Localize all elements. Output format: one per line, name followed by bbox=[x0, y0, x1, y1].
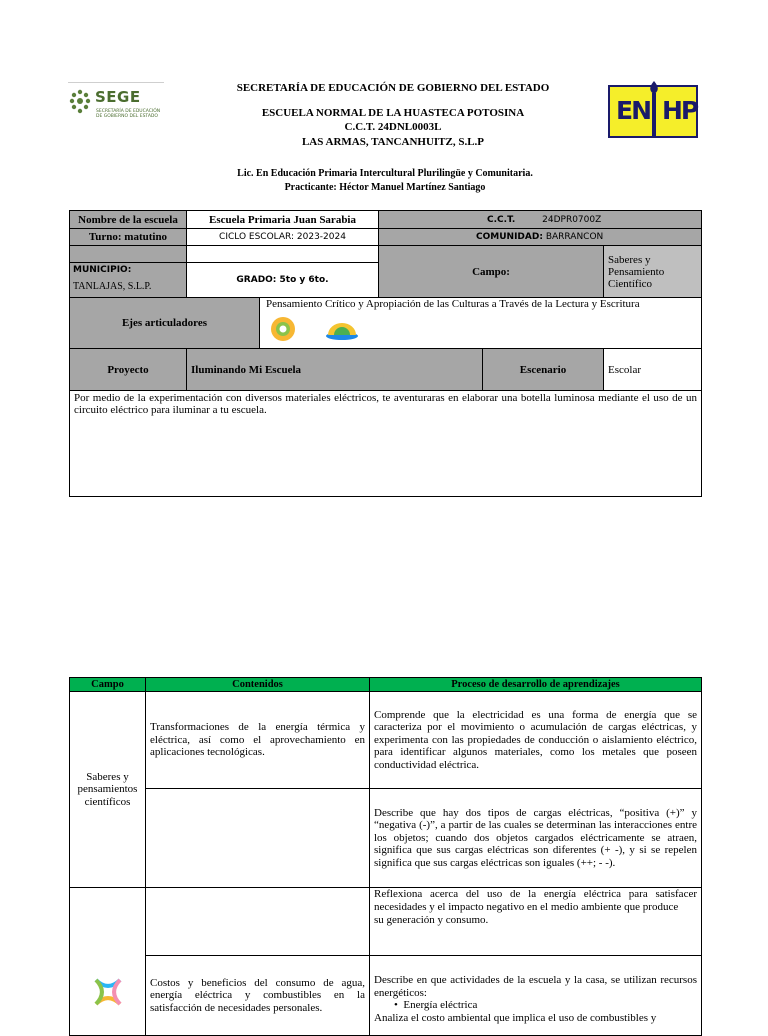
proyecto-label: Proyecto bbox=[70, 349, 187, 391]
escenario-label: Escenario bbox=[483, 349, 604, 391]
campo-saberes: Saberes y pensamientos científicos bbox=[70, 692, 146, 888]
contenido-transformaciones: Transformaciones de la energía térmica y eléctrica, así como el aprovechamiento en aplicaciones tecnológicas. bbox=[146, 692, 370, 789]
ciclo-escolar-cell: CICLO ESCOLAR: 2023-2024 bbox=[187, 229, 379, 246]
municipio-label: MUNICIPIO: bbox=[73, 265, 132, 275]
proceso-reflexiona-text-2: su generación y consumo. bbox=[374, 914, 489, 926]
school-name-value: Escuela Primaria Juan Sarabia bbox=[187, 211, 379, 229]
content-table bbox=[69, 677, 702, 1036]
sege-emblem-icon bbox=[68, 88, 92, 116]
project-description: Por medio de la experimentación con diversos materiales eléctricos, te aventuraras en elaborar una botella luminosa mediante el uso de un circuito eléctrico para iluminar a tu escuela. bbox=[70, 391, 702, 497]
sege-title: SEGE bbox=[95, 88, 141, 106]
proyecto-value: Iluminando Mi Escuela bbox=[187, 349, 483, 391]
bullet-icon: • bbox=[394, 999, 404, 1011]
comunidad-value: BARRANCON bbox=[545, 232, 604, 242]
sege-logo bbox=[68, 82, 168, 120]
header-secretaria: SECRETARÍA DE EDUCACIÓN DE GOBIERNO DEL ESTADO bbox=[236, 82, 550, 94]
school-name-label: Nombre de la escuela bbox=[70, 211, 187, 229]
bullet-energia bbox=[374, 999, 697, 1012]
bullet-text: Energía eléctrica bbox=[403, 999, 478, 1011]
sege-subtitle-2: DE GOBIERNO DEL ESTADO bbox=[96, 114, 158, 119]
header-campo: Campo bbox=[70, 678, 146, 692]
empty-cell bbox=[187, 246, 379, 263]
proceso-actividades-text: Describe en que actividades de la escuela y la casa, se utilizan recursos energéticos: bbox=[374, 974, 697, 999]
ejes-label: Ejes articuladores bbox=[70, 298, 260, 349]
proceso-comprende: Comprende que la electricidad es una forma de energía que se caracteriza por el movimiento o acumulación de cargas eléctricas, y experimenta con las propiedades de conducción o aislamiento eléctrico, para identificar algunos materiales, como los metales que poseen conductividad eléctrica. bbox=[370, 692, 702, 789]
campo-value: Saberes y Pensamiento Científico bbox=[604, 246, 702, 298]
campo-icon-cell bbox=[70, 888, 146, 1036]
etica-naturaleza-icon bbox=[90, 974, 126, 1010]
header-address: LAS ARMAS, TANCANHUITZ, S.L.P bbox=[301, 136, 485, 148]
comunidad-label: COMUNIDAD: bbox=[476, 232, 543, 242]
header-proceso: Proceso de desarrollo de aprendizajes bbox=[370, 678, 702, 692]
header-contenidos: Contenidos bbox=[146, 678, 370, 692]
apropiacion-culturas-icon bbox=[322, 317, 362, 341]
empty-contenido-cell bbox=[146, 789, 370, 888]
empty-gray-cell bbox=[70, 246, 187, 263]
ejes-value: Pensamiento Crítico y Apropiación de las Culturas a Través de la Lectura y Escritura bbox=[266, 298, 640, 310]
grado-cell: GRADO: 5to y 6to. bbox=[187, 263, 379, 298]
cct-label: C.C.T. bbox=[487, 214, 516, 225]
sege-subtitle-1: SECRETARÍA DE EDUCACIÓN bbox=[96, 109, 161, 114]
municipio-value: TANLAJAS, S.L.P. bbox=[73, 281, 152, 292]
ejes-icons bbox=[266, 315, 695, 343]
cct-cell bbox=[379, 211, 702, 229]
header-escuela-normal: ESCUELA NORMAL DE LA HUASTECA POTOSINA bbox=[261, 107, 525, 119]
escenario-value: Escolar bbox=[604, 349, 702, 391]
turno-cell: Turno: matutino bbox=[70, 229, 187, 246]
proceso-analiza-text: Analiza el costo ambiental que implica el uso de combustibles y bbox=[374, 1011, 657, 1024]
enhp-left-text: EN bbox=[616, 96, 651, 125]
comunidad-cell bbox=[379, 229, 702, 246]
empty-contenido-cell-2 bbox=[146, 888, 370, 956]
header-cct: C.C.T. 24DNL0003L bbox=[344, 121, 442, 133]
proceso-describe-cargas: Describe que hay dos tipos de cargas eléctricas, “positiva (+)” y “negativa (-)”, a partir de las cuales se determinan las interacciones entre los objetos; cuando dos objetos cargados eléctricamente se atraen, significa que sus cargas eléctricas son diferentes (+ -), y si se repelen significa que sus cargas eléctricas son iguales (++; - -). bbox=[370, 789, 702, 888]
proceso-reflexiona bbox=[370, 888, 702, 956]
campo-label: Campo: bbox=[379, 246, 604, 298]
pensamiento-critico-icon bbox=[266, 315, 300, 343]
enhp-right-text: HP bbox=[662, 96, 698, 125]
ejes-cell bbox=[260, 298, 702, 349]
proceso-reflexiona-text: Reflexiona acerca del uso de la energía eléctrica para satisfacer necesidades y el impacto negativo en el medio ambiente que produce bbox=[374, 888, 697, 913]
school-info-table bbox=[69, 210, 702, 497]
contenido-costos: Costos y beneficios del consumo de agua, energía eléctrica y combustibles en la satisfacción de necesidades personales. bbox=[146, 956, 370, 1036]
header-practicante: Practicante: Héctor Manuel Martínez Santiago bbox=[284, 182, 486, 193]
cct-value: 24DPR0700Z bbox=[542, 214, 602, 225]
municipio-cell bbox=[70, 263, 187, 298]
header-licenciatura: Lic. En Educación Primaria Intercultural Plurilingüe y Comunitaria. bbox=[237, 168, 533, 179]
